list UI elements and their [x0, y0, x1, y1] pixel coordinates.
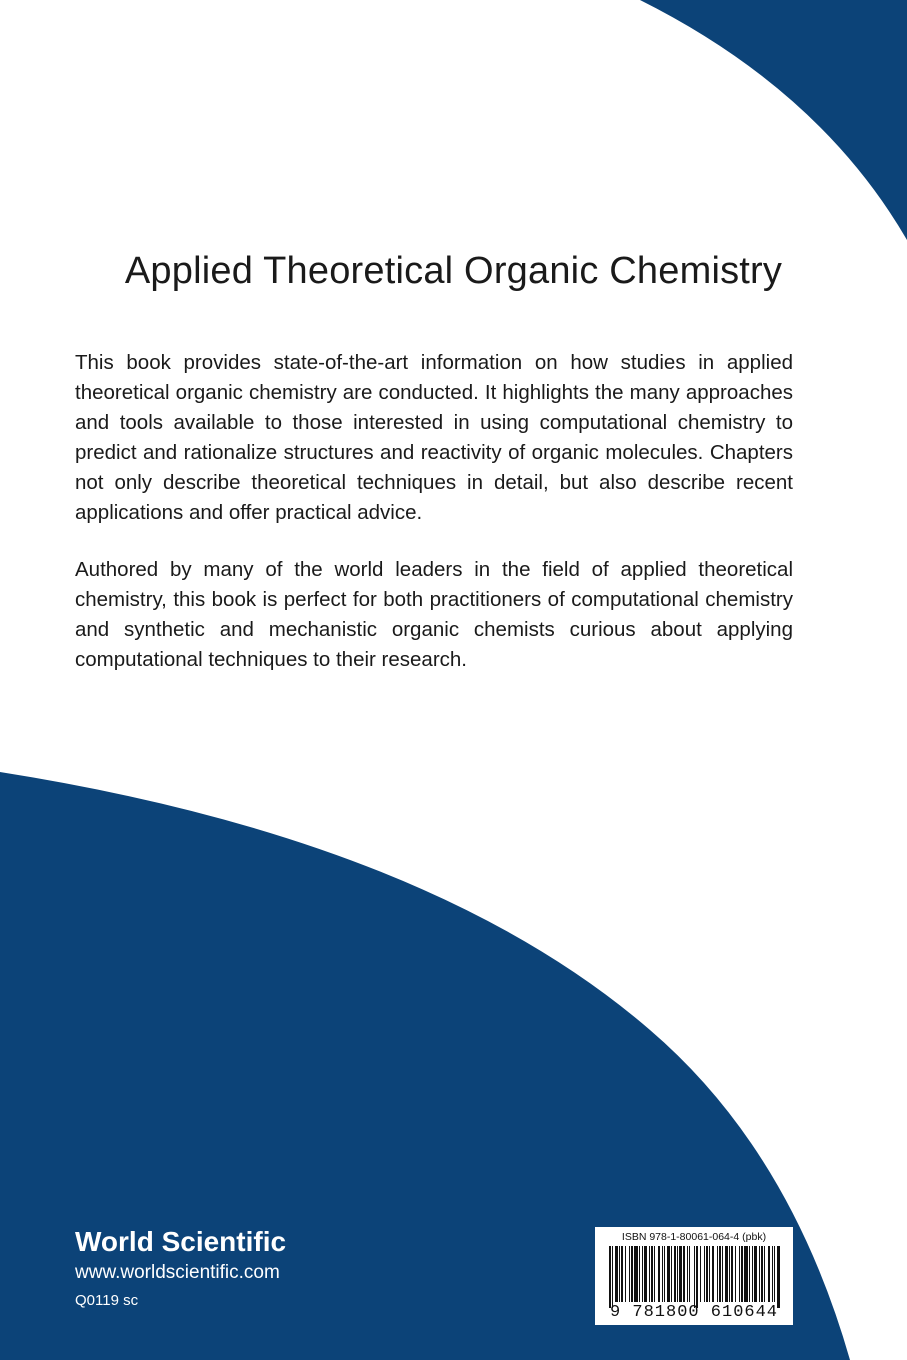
barcode-bar: [689, 1246, 690, 1302]
barcode-bar: [642, 1246, 643, 1302]
barcode-bar: [704, 1246, 705, 1302]
description-paragraph-2: Authored by many of the world leaders in the field of applied theoretical chemistry, this book is perfect for both practitioners of computational chemistry and synthetic and mechanistic organic chemists curious about applying computational techniques to their research.: [75, 558, 793, 671]
barcode-bar: [729, 1246, 730, 1302]
barcode-bar: [639, 1246, 640, 1302]
barcode-bar: [696, 1246, 698, 1308]
barcode-bar: [619, 1246, 620, 1302]
barcode-bar: [621, 1246, 623, 1302]
barcode-bar: [735, 1246, 736, 1302]
barcode-bar: [609, 1246, 611, 1308]
barcode-bar: [625, 1246, 626, 1302]
publisher-name: World Scientific: [75, 1226, 287, 1257]
barcode-bar: [768, 1246, 770, 1302]
barcode-bar: [709, 1246, 710, 1302]
description-paragraph-1: This book provides state-of-the-art information on how studies in applied theoretical organic chemistry are conducted. It highlights the many approaches and tools available to those interested in using computational chemistry to predict and rationalize structures and reactivity of organic molecules. Chapters not only describe theoretical techniques in detail, but also describe recent applications and offer practical advice.: [75, 351, 793, 524]
barcode-bar: [679, 1246, 682, 1302]
barcode-bar: [712, 1246, 714, 1302]
barcode-bar: [644, 1246, 647, 1302]
barcode-bar: [741, 1246, 743, 1302]
barcode-bar: [719, 1246, 721, 1302]
barcode-bar: [744, 1246, 748, 1302]
barcode-bar: [651, 1246, 653, 1302]
barcode-bar: [777, 1246, 780, 1308]
barcode-bar: [654, 1246, 655, 1302]
barcode-bar: [754, 1246, 757, 1302]
barcode-bar: [677, 1246, 678, 1302]
top-right-blue-swoosh: [640, 0, 907, 240]
publisher-url: www.worldscientific.com: [75, 1262, 280, 1283]
barcode-bar: [612, 1246, 613, 1308]
barcode-bar: [615, 1246, 618, 1302]
barcode-bar: [725, 1246, 728, 1302]
isbn-label: ISBN 978-1-80061-064-4 (pbk): [621, 1231, 767, 1243]
barcode-bar: [722, 1246, 723, 1302]
barcode-bar: [717, 1246, 718, 1302]
barcode-bar: [694, 1246, 695, 1308]
barcode-bar: [667, 1246, 670, 1302]
barcode-bar: [683, 1246, 685, 1302]
barcode-bar: [761, 1246, 763, 1302]
barcode-digits: 9 781800 610644: [609, 1303, 779, 1322]
barcode-bar: [731, 1246, 733, 1302]
barcode-bar: [752, 1246, 753, 1302]
barcode-bar: [649, 1246, 650, 1302]
barcode-bar: [774, 1246, 775, 1302]
barcode-bar: [687, 1246, 688, 1302]
barcode-bar: [662, 1246, 663, 1302]
barcode-bar: [759, 1246, 760, 1302]
barcode-bar: [658, 1246, 660, 1302]
barcode-bar: [664, 1246, 665, 1302]
barcode-bar: [629, 1246, 630, 1302]
barcode-bar: [671, 1246, 672, 1302]
barcode-bar: [706, 1246, 708, 1302]
barcode-bar: [634, 1246, 638, 1302]
barcode-bar: [674, 1246, 676, 1302]
barcode-bar: [772, 1246, 773, 1302]
book-title: Applied Theoretical Organic Chemistry: [124, 250, 783, 292]
barcode-bar: [700, 1246, 701, 1302]
barcode-bar: [631, 1246, 633, 1302]
product-code: Q0119 sc: [75, 1292, 139, 1309]
isbn-barcode: [595, 1227, 793, 1325]
barcode-bar: [749, 1246, 750, 1302]
barcode-bar: [764, 1246, 765, 1302]
barcode-bar: [739, 1246, 740, 1302]
